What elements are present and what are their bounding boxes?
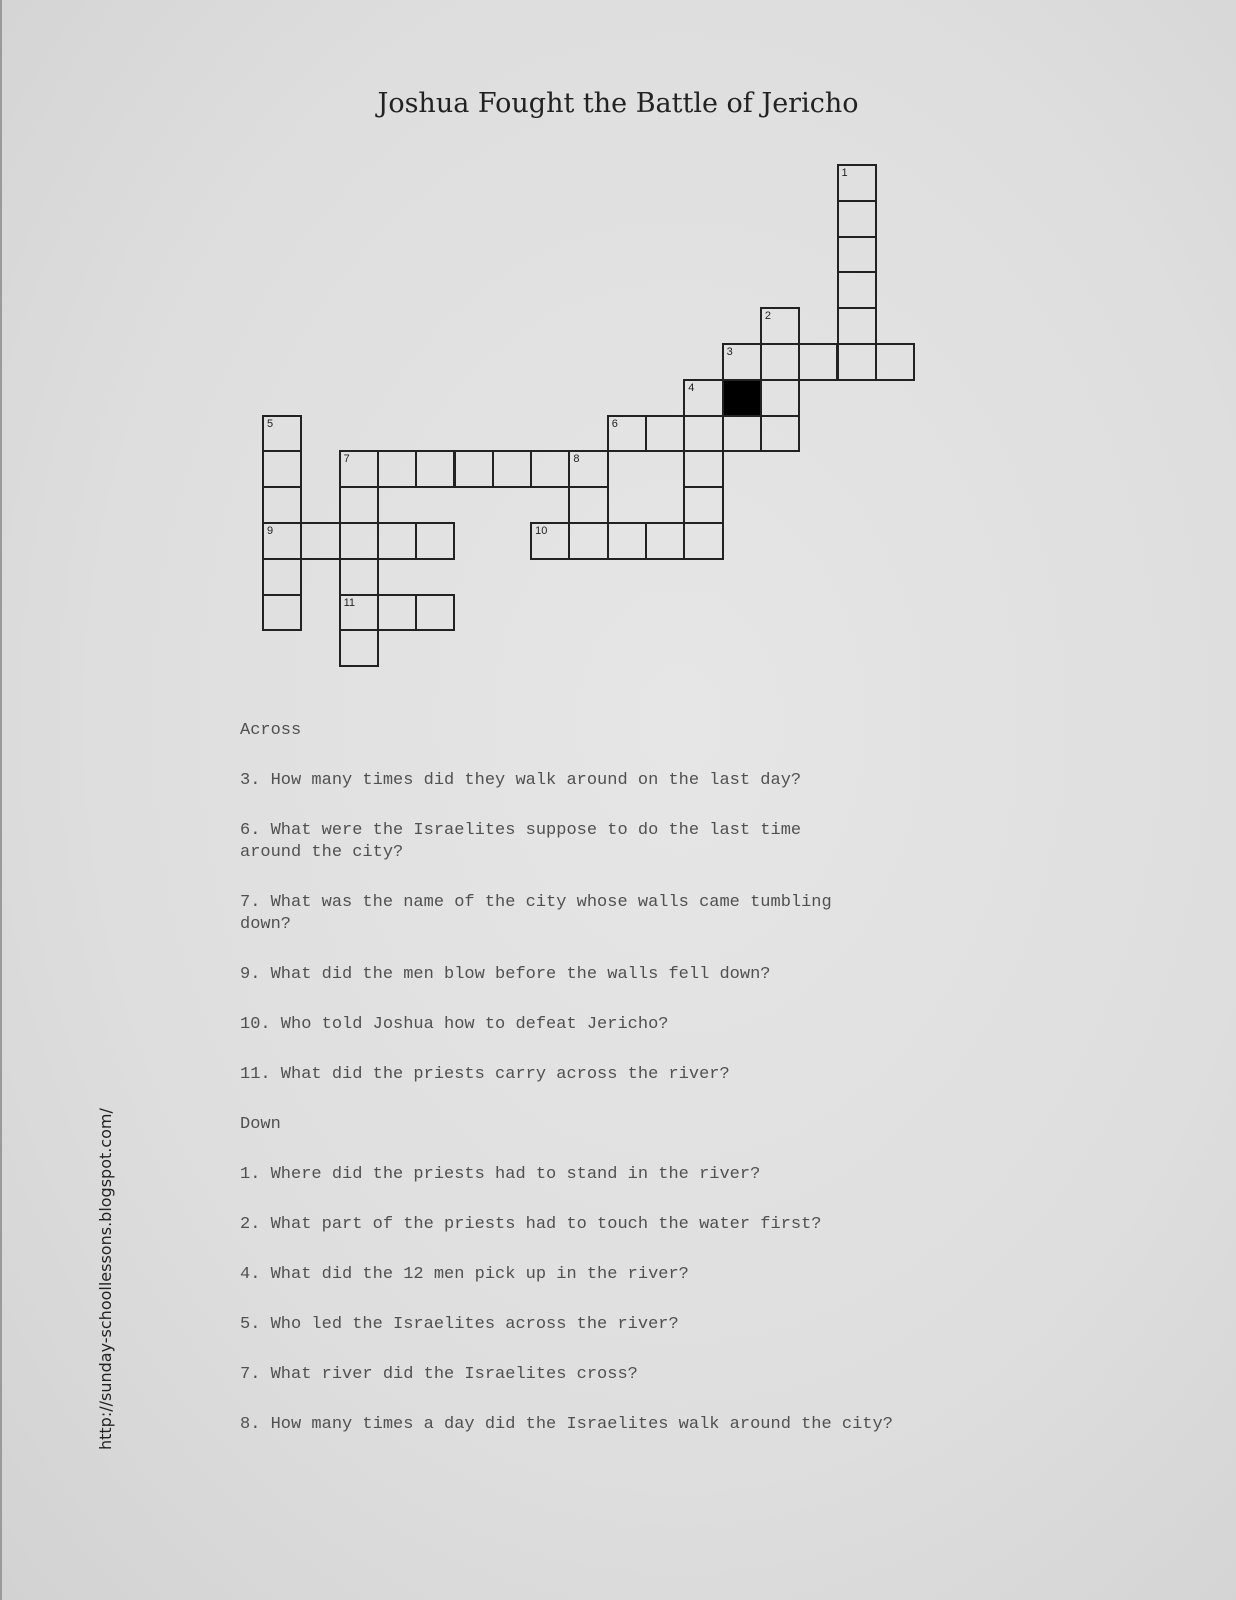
crossword-cell[interactable] [262, 415, 302, 453]
across-clue: 6. What were the Israelites suppose to do the last time around the city? [240, 821, 802, 862]
crossword-cell[interactable] [262, 594, 302, 632]
crossword-cell[interactable] [568, 450, 608, 488]
crossword-cell[interactable] [645, 415, 685, 453]
crossword-cell[interactable] [798, 343, 838, 381]
clue-number: 6 [611, 417, 618, 430]
crossword-cell[interactable] [683, 379, 723, 417]
crossword-cell[interactable] [339, 629, 379, 667]
down-clue: 5. Who led the Israelites across the river? [240, 1315, 679, 1334]
crossword-cell[interactable] [645, 522, 685, 560]
down-clue: 2. What part of the priests had to touch the water first? [240, 1215, 822, 1234]
crossword-cell[interactable] [607, 522, 647, 560]
clues-section [240, 720, 1060, 1464]
crossword-cell[interactable] [837, 164, 877, 202]
down-clue: 4. What did the 12 men pick up in the river? [240, 1265, 689, 1284]
crossword-cell[interactable] [339, 450, 379, 488]
clue-number: 3 [726, 346, 733, 358]
crossword-cell[interactable] [760, 379, 800, 417]
crossword-cell[interactable] [262, 522, 302, 560]
clue-number: 4 [688, 381, 695, 394]
crossword-cell[interactable] [339, 486, 379, 524]
clue-number: 9 [267, 525, 274, 537]
clue-number: 5 [267, 417, 274, 430]
crossword-cell[interactable] [837, 271, 877, 309]
crossword-cell[interactable] [722, 343, 762, 381]
crossword-cell[interactable] [454, 450, 494, 488]
crossword-cell[interactable] [377, 522, 417, 560]
crossword-cell[interactable] [339, 558, 379, 596]
crossword-cell[interactable] [760, 415, 800, 453]
crossword-cell[interactable] [339, 594, 379, 632]
crossword-cell[interactable] [683, 486, 723, 524]
crossword-cell[interactable] [837, 343, 877, 381]
crossword-cell[interactable] [377, 450, 417, 488]
down-clue: 7. What river did the Israelites cross? [240, 1365, 638, 1384]
clue-number: 10 [535, 525, 548, 537]
crossword-cell[interactable] [683, 415, 723, 453]
crossword-cell[interactable] [492, 450, 532, 488]
crossword-cell[interactable] [530, 450, 570, 488]
page-title: Joshua Fought the Battle of Jericho [377, 88, 859, 119]
crossword-cell[interactable] [837, 200, 877, 238]
down-heading: Down [240, 1115, 281, 1134]
across-clue: 10. Who told Joshua how to defeat Jericho? [240, 1015, 669, 1034]
across-clue: 7. What was the name of the city whose walls came tumbling down? [240, 893, 832, 934]
clue-number: 1 [841, 167, 848, 179]
crossword-cell[interactable] [415, 450, 455, 488]
crossword-cell[interactable] [875, 343, 915, 381]
across-clues [240, 770, 1060, 1086]
crossword-cell[interactable] [262, 558, 302, 596]
crossword-cell[interactable] [415, 594, 455, 632]
crossword-cell[interactable] [262, 450, 302, 488]
across-heading: Across [240, 721, 302, 740]
crossword-cell[interactable] [568, 522, 608, 560]
crossword-cell[interactable] [837, 236, 877, 274]
crossword-cell[interactable] [262, 486, 302, 524]
crossword-cell[interactable] [377, 594, 417, 632]
crossword-cell[interactable] [760, 343, 800, 381]
crossword-cell[interactable] [607, 415, 647, 453]
down-clue: 8. How many times a day did the Israelites walk around the city? [240, 1415, 893, 1434]
across-clue: 3. How many times did they walk around on the last day? [240, 771, 802, 790]
clue-number: 11 [343, 596, 356, 609]
crossword-cell[interactable] [683, 450, 723, 488]
across-clue: 9. What did the men blow before the walls fell down? [240, 965, 771, 984]
crossword-cell[interactable] [722, 415, 762, 453]
crossword-cell[interactable] [339, 522, 379, 560]
clue-number: 7 [343, 453, 350, 466]
crossword-cell[interactable] [530, 522, 570, 560]
crossword-cell[interactable] [760, 307, 800, 345]
crossword-cell[interactable] [683, 522, 723, 560]
across-clue: 11. What did the priests carry across the river? [240, 1065, 730, 1084]
source-url: http://sunday-schoollessons.blogspot.com/ [96, 1108, 115, 1450]
crossword-cell[interactable] [568, 486, 608, 524]
clue-number: 8 [573, 453, 580, 466]
crossword-cell[interactable] [415, 522, 455, 560]
crossword-cell[interactable] [837, 307, 877, 345]
clue-number: 2 [764, 310, 772, 323]
down-clues [240, 1164, 1060, 1436]
crossword-cell[interactable] [300, 522, 340, 560]
crossword-black-cell [722, 379, 762, 417]
down-clue: 1. Where did the priests had to stand in the river? [240, 1165, 761, 1184]
page-edge [0, 0, 2, 1600]
